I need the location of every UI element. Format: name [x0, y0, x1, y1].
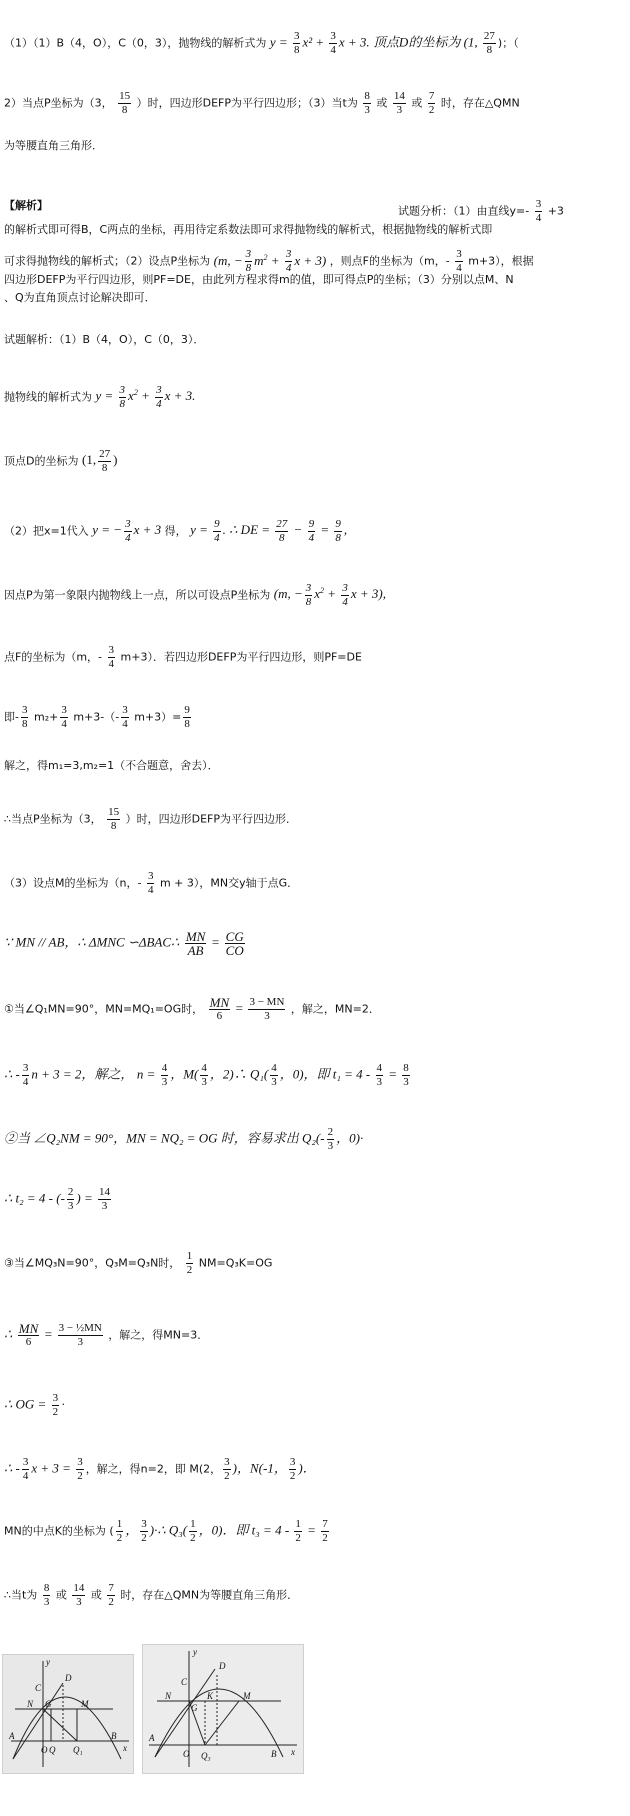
solution-math: = — [303, 1522, 320, 1538]
fraction-3-2: $\frac{3}{2}$ — [141, 1518, 147, 1544]
fraction-cg-co: $\frac{CG}{CO}$ — [225, 929, 244, 958]
label-q: Q — [49, 1745, 56, 1755]
fraction-8-3: $\frac{8}{3}$ — [403, 1062, 409, 1088]
solution-text: ③当∠MQ₃N=90°，Q₃M=Q₃N时， — [4, 1256, 181, 1270]
solution-text: 点F的坐标为（m，- — [4, 650, 103, 664]
solution-math: ∴ OG = — [4, 1396, 50, 1412]
fraction-8-3: $\frac{8}{3}$ — [43, 1582, 50, 1608]
fraction-4-3: $\frac{4}{3}$ — [201, 1062, 207, 1088]
solution-math: ②当 ∠Q₂NM = 90°，MN = NQ₂ = OG 时，容易求出 Q₂(- — [4, 1130, 325, 1146]
label-m: M — [81, 1699, 89, 1709]
solution-text: m+3）= — [134, 710, 182, 724]
solution-math: ∴ - — [4, 1460, 20, 1476]
solution-text: （3）设点M的坐标为（n，- — [4, 876, 142, 890]
solution-text: 得， — [164, 524, 187, 538]
solution-text: ∴当点P坐标为（3， — [4, 812, 102, 826]
fraction-3-2: $\frac{3}{2}$ — [224, 1456, 230, 1482]
summary-text: 或 — [411, 96, 423, 110]
solution-math: ∴ - — [4, 1066, 20, 1082]
analysis-text: 、Q为直角顶点讨论解决即可． — [4, 291, 156, 304]
fraction-3-4: $\frac{3}{4}$ — [61, 704, 67, 730]
figure-left — [2, 1654, 134, 1774]
math-expr: (1, $\frac{27}{8}$ ) — [81, 448, 118, 474]
solution-text: m+3）．若四边形DEFP为平行四边形，则PF=DE — [120, 650, 362, 664]
fraction-7-2: $\frac{7}{2}$ — [428, 90, 435, 116]
fraction-mn-6: MN 6 — [18, 1321, 39, 1348]
math-expr: (m, − $\frac{3}{8}$ $m^2$ + $\frac{3}{4}$ x + 3) — [213, 248, 327, 275]
fraction-4-3: $\frac{4}{3}$ — [161, 1062, 168, 1088]
label-m: M — [243, 1691, 251, 1701]
fraction-3-8: $\frac{3}{8}$ — [21, 704, 28, 730]
solution-math: = — [385, 1066, 401, 1082]
solution-line-15 — [4, 1186, 630, 1213]
fraction-3-4: $\frac{3}{4}$ — [22, 1062, 29, 1088]
fraction-7-2: $\frac{7}{2}$ — [108, 1582, 114, 1608]
summary-tail: )；（ — [497, 36, 519, 50]
label-a: A — [9, 1731, 15, 1741]
solution-math: n = — [136, 1066, 159, 1082]
solution-line-6 — [4, 644, 630, 671]
solution-line-14 — [4, 1126, 630, 1153]
fraction-14-3: $\frac{14}{3}$ — [393, 90, 405, 116]
fraction-mn-ab: $\frac{MN}{AB}$ — [185, 929, 206, 958]
solution-text: ∴当t为 — [4, 1588, 38, 1602]
fraction-1-2: $\frac{1}{2}$ — [295, 1518, 301, 1544]
label-c: C — [181, 1677, 188, 1687]
solution-line-5 — [4, 582, 630, 609]
solution-line-13 — [4, 1062, 630, 1089]
fraction-15-8: $\frac{15}{8}$ — [119, 90, 131, 116]
label-o: O — [183, 1749, 190, 1759]
solution-math: )·∴ Q₃( — [149, 1522, 188, 1538]
math-expr: y = $\frac{9}{4}$ . ∴ DE = $\frac{27}{8}$ − $\frac{9}{4}$ = $\frac{9}{8}$ , — [190, 518, 348, 544]
fraction-3-4: $\frac{3}{4}$ — [456, 248, 462, 274]
label-n: N — [165, 1691, 172, 1701]
analysis-heading-line — [4, 198, 630, 224]
fraction-4-3: $\frac{4}{3}$ — [271, 1062, 277, 1088]
solution-line-7 — [4, 704, 630, 731]
solution-text: ，解之，得MN=3． — [108, 1328, 209, 1342]
analysis-lead-end: +3 — [547, 204, 564, 218]
analysis-text: 的解析式即可得B，C两点的坐标，再用待定系数法即可求得抛物线的解析式，根据抛物线的解析式即 — [4, 223, 493, 236]
solution-text: m₂+ — [33, 710, 59, 724]
figure-right — [142, 1644, 304, 1774]
summary-text: 2）当点P坐标为（3， — [4, 96, 113, 110]
fraction-3-4: $\frac{3}{4}$ — [535, 198, 542, 224]
equation-end: x + 3. 顶点D的坐标为 (1, — [338, 34, 481, 50]
fraction-4-3: $\frac{4}{3}$ — [376, 1062, 382, 1088]
fraction-3-4: $\frac{3}{4}$ — [22, 1456, 29, 1482]
fraction-14-3: $\frac{14}{3}$ — [73, 1582, 85, 1608]
fraction-2-3: $\frac{2}{3}$ — [67, 1186, 74, 1212]
solution-line-2 — [4, 384, 630, 411]
summary-text: ）时，四边形DEFP为平行四边形；（3）当t为 — [136, 96, 358, 110]
fraction-3-4: $\frac{3}{4}$ — [108, 644, 115, 670]
solution-text: 即- — [4, 710, 19, 724]
solution-line-9 — [4, 806, 630, 833]
solution-line-11: ∵ MN // AB，∴ ΔMNC ∽ΔBAC∴ $\frac{MN}{AB}$ = $\frac{CG}{CO}$ — [4, 929, 244, 958]
fraction-7-2: $\frac{7}{2}$ — [322, 1518, 328, 1544]
solution-text: 时，存在△QMN为等腰直角三角形． — [120, 1588, 299, 1602]
label-o: O — [41, 1745, 48, 1755]
label-n: N — [27, 1699, 34, 1709]
label-y: y — [46, 1657, 50, 1667]
solution-text: （2）把x=1代入 — [4, 524, 89, 538]
solution-text: 抛物线的解析式为 — [4, 390, 92, 404]
fraction-1-2: $\frac{1}{2}$ — [116, 1518, 123, 1544]
solution-line-18: ∴ OG = $\frac{3}{2}$ · — [4, 1392, 66, 1418]
solution-math: ， — [125, 1522, 139, 1538]
solution-text: ①当∠Q₁MN=90°，MN=MQ₁=OG时， — [4, 1002, 204, 1016]
figure-left-diagram — [3, 1655, 133, 1773]
summary-text: 时，存在△QMN — [440, 96, 520, 110]
summary-line-3 — [4, 138, 630, 154]
solution-text: 因点P为第一象限内抛物线上一点，所以可设点P坐标为 — [4, 588, 271, 602]
fraction-3-4: $\frac{3}{4}$ — [330, 30, 336, 56]
solution-math: )． — [298, 1460, 316, 1476]
label-d: D — [65, 1673, 72, 1683]
fraction-3-2: $\frac{3}{2}$ — [77, 1456, 83, 1482]
label-b: B — [271, 1749, 277, 1759]
equation-mid: x² + — [302, 34, 328, 50]
equation-y: y = — [269, 34, 291, 50]
solution-text: MN的中点K的坐标为 ( — [4, 1524, 114, 1538]
fraction-15-8: $\frac{15}{8}$ — [108, 806, 120, 832]
label-q3: Q₃ — [201, 1751, 211, 1761]
fraction-half-mn-3: $\frac{\text{3 − ½MN}}{3}$ — [58, 1322, 102, 1348]
summary-text: （1）（1）B（4，O），C（0，3），抛物线的解析式为 — [4, 36, 267, 50]
fraction-1-2: $\frac{1}{2}$ — [186, 1250, 193, 1276]
analysis-p4 — [4, 290, 630, 306]
analysis-text: 可求得抛物线的解析式；（2）设点P坐标为 — [4, 254, 211, 268]
fraction-14-3: $\frac{14}{3}$ — [99, 1186, 111, 1212]
math-expr: y = $\frac{3}{8}$ $x^2$ + $\frac{3}{4}$ x + 3. — [95, 384, 196, 410]
solution-text: ，解之，MN=2． — [290, 1002, 380, 1016]
fraction-3-4: $\frac{3}{4}$ — [122, 704, 128, 730]
solution-line-10 — [4, 870, 630, 897]
solution-line-21 — [4, 1582, 630, 1609]
analysis-text: m+3），根据 — [468, 254, 534, 268]
label-y: y — [193, 1647, 197, 1657]
solution-math: ∴ t₂ = 4 - (- — [4, 1190, 65, 1206]
solution-text: ）时，四边形DEFP为平行四边形． — [125, 812, 298, 826]
solution-math: ，M( — [170, 1066, 199, 1082]
solution-math: ，0)· — [336, 1130, 364, 1146]
analysis-p3 — [4, 272, 630, 288]
solution-text: m+3-（- — [73, 710, 120, 724]
fraction-27-8: $\frac{27}{8}$ — [483, 30, 495, 56]
fraction-mn-6: MN 6 — [209, 995, 230, 1022]
solution-line-3 — [4, 448, 630, 475]
solution-line-16 — [4, 1250, 630, 1277]
solution-math: n + 3 = 2，解之， — [31, 1066, 134, 1082]
solution-text: ，解之，得n=2，即 M(2， — [85, 1462, 222, 1476]
solution-math: x + 3 = — [31, 1460, 75, 1476]
fraction-3-mn-3: $\frac{3 - MN}{3}$ — [249, 996, 285, 1022]
fraction-3-2: $\frac{3}{2}$ — [52, 1392, 59, 1418]
label-c: C — [35, 1683, 42, 1693]
label-q1: Q₁ — [73, 1745, 83, 1755]
solution-text: m + 3），MN交y轴于点G． — [159, 876, 299, 890]
label-x: x — [123, 1743, 127, 1753]
label-g: G — [45, 1699, 52, 1709]
solution-text: 或 — [55, 1588, 67, 1602]
solution-math: ) = — [76, 1190, 97, 1206]
solution-math: ，0)．即 t₃ = 4 - — [198, 1522, 293, 1538]
fraction-8-3: $\frac{8}{3}$ — [364, 90, 370, 116]
solution-line-1 — [4, 332, 630, 348]
solution-text: NM=Q₃K=OG — [198, 1256, 273, 1270]
label-k: K — [207, 1691, 214, 1701]
analysis-text: 四边形DEFP为平行四边形，则PF=DE，由此列方程求得m的值，即可得点P的坐标；（3）分别以点M、N — [4, 273, 514, 286]
figure-right-diagram — [143, 1645, 303, 1773]
solution-line-17: ∴ MN 6 = $\frac{\text{3 − ½MN}}{3}$ ，解之，得MN=3． — [4, 1321, 209, 1348]
solution-line-8 — [4, 758, 630, 774]
solution-math: ∵ MN // AB，∴ ΔMNC ∽ΔBAC∴ — [4, 934, 180, 950]
solution-text: 顶点D的坐标为 — [4, 454, 79, 468]
fraction-1-2: $\frac{1}{2}$ — [190, 1518, 196, 1544]
solution-text: 或 — [90, 1588, 102, 1602]
solution-text: 解之，得m₁=3,m₂=1（不合题意，舍去）． — [4, 759, 219, 772]
solution-math: ∴ — [4, 1326, 13, 1342]
label-a: A — [149, 1733, 155, 1743]
solution-line-4 — [4, 518, 630, 545]
solution-line-20 — [4, 1518, 630, 1545]
solution-math: ，2)∴ Q₁( — [209, 1066, 269, 1082]
fraction-3-2: $\frac{3}{2}$ — [289, 1456, 296, 1482]
math-expr: y = − $\frac{3}{4}$ x + 3 — [92, 518, 162, 544]
fraction-2-3: $\frac{2}{3}$ — [327, 1126, 334, 1152]
label-g: G — [191, 1703, 198, 1713]
fraction-3-8: $\frac{3}{8}$ — [293, 30, 300, 56]
solution-line-19 — [4, 1456, 630, 1483]
label-x: x — [291, 1747, 295, 1757]
math-expr: (m, − $\frac{3}{8}$ $x^2$ + $\frac{3}{4}$ x + 3), — [273, 582, 386, 608]
solution-math: )，N(-1， — [232, 1460, 287, 1476]
solution-text: 试题解析：（1）B（4，O），C（0，3）． — [4, 333, 205, 346]
fraction-9-8: $\frac{9}{8}$ — [184, 704, 190, 730]
analysis-lead — [398, 198, 564, 225]
summary-line-1 — [4, 30, 630, 57]
summary-text: 或 — [376, 96, 388, 110]
label-d: D — [219, 1661, 226, 1671]
analysis-heading: 【解析】 — [4, 199, 48, 212]
label-b: B — [111, 1731, 117, 1741]
analysis-text: ，则点F的坐标为（m，- — [329, 254, 450, 268]
fraction-3-4: $\frac{3}{4}$ — [147, 870, 154, 896]
analysis-lead-text: 试题分析：（1）由直线y=- — [398, 204, 530, 218]
solution-line-12: ①当∠Q₁MN=90°，MN=MQ₁=OG时， MN 6 = $\frac{3 - MN}{3}$ ，解之，MN=2． — [4, 995, 380, 1022]
summary-line-2 — [4, 90, 630, 117]
analysis-p1 — [4, 222, 630, 238]
summary-text: 为等腰直角三角形． — [4, 139, 103, 152]
solution-math: ，0)，即 t₁ = 4 - — [279, 1066, 374, 1082]
analysis-p2 — [4, 248, 630, 275]
